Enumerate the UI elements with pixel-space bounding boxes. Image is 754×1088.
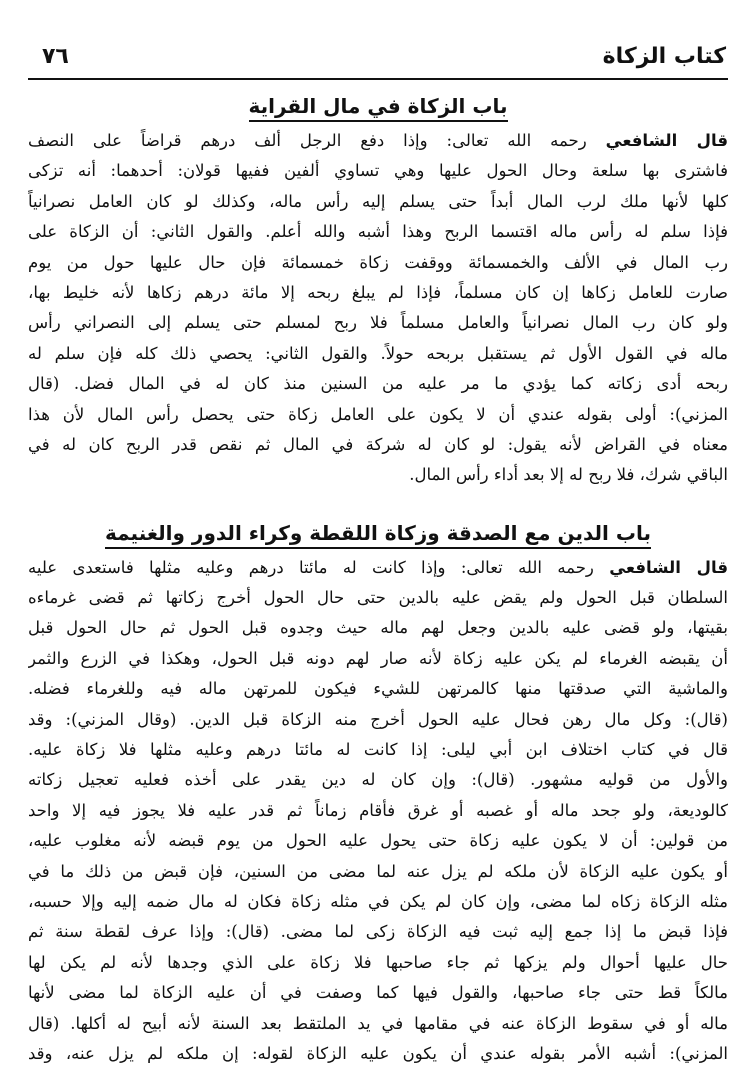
text-line: أن يقبضه الغرماء لم يكن عليه زكاة لأنه صار لهم دونه قبل الحول، وهكذا في الزرع والثمر	[28, 648, 728, 668]
speaker-name: قال الشافعي	[609, 557, 728, 577]
text-line: كالوديعة، ولو جحد ماله أو غصبه أو غرق فأقام زماناً ثم قدر عليه فلا يجوز فيه إلا واحد	[28, 800, 728, 820]
text-line	[28, 553, 728, 583]
text-line: المزني): أولى بقوله عندي أن لا يكون على العامل زكاة حتى يحصل رأس المال لأن هذا	[28, 404, 728, 424]
text-line: رب المال في الألف والخمسمائة ووقفت زكاة خمسمائة فإن حال عليها حول من يوم	[28, 252, 728, 272]
section-title-text: باب الدين مع الصدقة وزكاة اللقطة وكراء الدور والغنيمة	[105, 521, 651, 549]
text-line: مثله الزكاة زكاه لما مضى، وإن كان لم يكن في مثله زكاة فكان له مال ضمه إليه وإلا حسبه،	[28, 891, 728, 911]
text-line: ربحه أدى زكاته كما يؤدي ما مر عليه من السنين منذ كان له في المال فضل. (قال	[28, 374, 728, 394]
section-body-1	[28, 126, 728, 491]
text-line: والماشية التي صدقتها منها كالمرتهن للشيء فيكون للمرتهن ماله فيه وللغرماء فضله.	[28, 679, 728, 699]
section-title-1	[28, 86, 728, 126]
text-line: ولو كان رب المال نصرانياً والعامل مسلماً فلا ربح لمسلم حتى يسلم إلى النصراني رأس	[28, 313, 728, 333]
text-line: أو يكون عليه الزكاة لأن ملكه لم يزل عنه لما مضى من السنين، فإن قبض من ذلك ما في	[28, 861, 728, 881]
line-text: رحمه الله تعالى: وإذا كانت له مائتا درهم وعليه مثلها فاستعدى عليه	[28, 557, 610, 577]
text-line: بقيتها، ولو قضى عليه بالدين وجعل لهم ماله حيث وجدوه قبل الحول ثم حال الحول قبل	[28, 618, 728, 638]
section-body-2	[28, 553, 728, 1070]
text-line: فاشترى بها سلعة وحال الحول عليها وهي تساوي ألفين ففيها قولان: أحدهما: أنه تزكى	[28, 161, 728, 181]
text-line: من قولين: أن لا يكون عليه زكاة حتى يحول عليه الحول من يوم قبضه لأنه مغلوب عليه،	[28, 831, 728, 851]
text-line: ماله أو في سقوط الزكاة عنه في مقامها في يد الملتقط بعد السنة لأنه أبيح له أكلها. (قال	[28, 1013, 728, 1033]
text-line: والأول من قوليه مشهور. (قال): وإن كان له دين يقدر على أخذه فعليه تعجيل زكاته	[28, 770, 728, 790]
text-line: (قال): وكل مال رهن فحال عليه الحول أخرج منه الزكاة قبل الدين. (وقال المزني): وقد	[28, 709, 728, 729]
text-line: كلها لأنها ملك لرب المال أبداً حتى يسلم إليه رأس ماله، وكذلك لو كان العامل نصرانياً	[28, 191, 728, 211]
section-spacer	[28, 491, 728, 511]
text-line: فإذا سلم له رأس ماله اقتسما الربح وهذا أشبه والله أعلم. والقول الثاني: أن الزكاة على	[28, 222, 728, 242]
text-line: مالكاً قط حتى جاء صاحبها، والقول فيها كما وصفت في أن عليه الزكاة لما مضى لأنها	[28, 983, 728, 1003]
running-title: كتاب الزكاة	[602, 44, 726, 69]
section-title-2	[28, 513, 728, 553]
text-line: معناه في القراض لأنه يقول: لو كان له شركة في المال ثم نقص قدر الربح كان له في	[28, 434, 728, 454]
text-line: ماله في القول الأول ثم يستقبل بربحه حولاً. والقول الثاني: يحصي ذلك كله فإن سلم له	[28, 343, 728, 363]
text-line: فإذا قبض ما إذا جمع إليه ثبت فيه الزكاة زكى لما مضى. (قال): وإذا عرف لقطة سنة ثم	[28, 922, 728, 942]
line-text: رحمه الله تعالى: وإذا دفع الرجل ألف درهم قراضاً على النصف	[28, 131, 606, 150]
text-line	[28, 126, 728, 156]
text-line: قال في كتاب اختلاف ابن أبي ليلى: إذا كانت له مائتا درهم وعليه مثلها فلا زكاة عليه.	[28, 740, 728, 760]
section-title-text: باب الزكاة في مال القراية	[249, 94, 508, 122]
text-line: صارت للعامل زكاها إن كان مسلماً، فإذا لم يبلغ ربحه إلا مائة درهم زكاها لأنه خليط بها،	[28, 282, 728, 302]
text-line: الباقي شرك، فلا ربح له إلا بعد أداء رأس المال.	[409, 465, 728, 485]
speaker-name: قال الشافعي	[605, 131, 728, 150]
page-content	[28, 84, 728, 1069]
text-line: المزني): أشبه الأمر بقوله عندي أن يكون عليه الزكاة لقوله: إن ملكه لم يزل عنه، وقد	[28, 1043, 728, 1063]
text-line: السلطان قبل الحول ولم يقض عليه بالدين حتى حال الحول أخرج زكاتها ثم قضى غرماءه	[28, 588, 728, 608]
page-header	[28, 38, 728, 80]
page-number: ٧٦	[42, 44, 69, 69]
text-line: حال عليها أحوال ولم يزكها ثم جاء صاحبها فلا زكاة على الذي وجدها لأنه لم يكن لها	[28, 952, 728, 972]
